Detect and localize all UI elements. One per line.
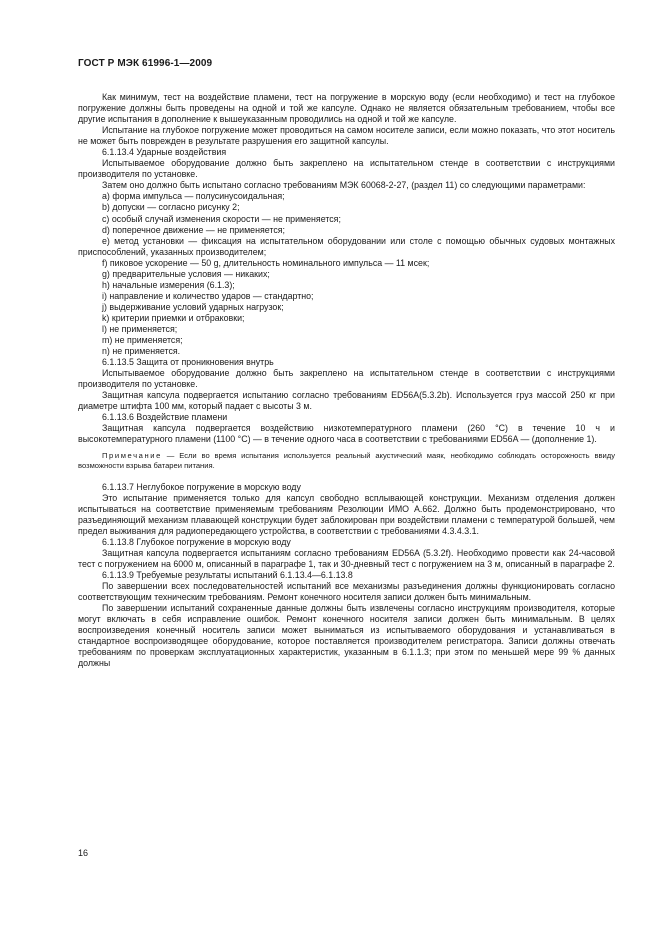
list-item: c) особый случай изменения скорости — не применяется; (102, 213, 341, 224)
note-text: — Если во время испытания используется реальный акустический маяк, необходимо соблюдать осторожность ввиду возможности взрыва батареи питания. (78, 450, 615, 470)
document-header: ГОСТ Р МЭК 61996-1—2009 (78, 58, 213, 69)
list-item: b) допуски — согласно рисунку 2; (102, 202, 240, 213)
list-item: f) пиковое ускорение — 50 g, длительность номинального импульса — 11 мсек; (102, 257, 430, 268)
paragraph: Защитная капсула подвергается испытанию согласно требованиям ED56A(5.3.2b). Используется груз массой 250 кг при диаметре штифта 100 мм, который падает с высоты 3 м. (78, 390, 615, 412)
section-heading: 6.1.13.7 Неглубокое погружение в морскую воду (102, 481, 301, 492)
section-heading: 6.1.13.5 Защита от проникновения внутрь (102, 357, 274, 368)
list-item: l) не применяется; (102, 323, 178, 334)
note (78, 451, 615, 471)
section-heading: 6.1.13.6 Воздействие пламени (102, 412, 228, 423)
document-page (78, 58, 615, 669)
paragraph: По завершении всех последовательностей испытаний все механизмы разъединения должны функционировать согласно соответствующим техническим требованиям. Ремонт конечного носителя записи должен быть минимальным. (78, 580, 615, 602)
list-item: e) метод установки — фиксация на испытательном оборудовании или столе с помощью обычных судовых монтажных приспособлений, указанных производителем; (78, 235, 615, 257)
paragraph: Затем оно должно быть испытано согласно требованиям МЭК 60068-2-27, (раздел 11) со следующими параметрами: (102, 180, 586, 191)
document-body (78, 92, 615, 669)
list-item: g) предварительные условия — никаких; (102, 268, 270, 279)
paragraph: Испытываемое оборудование должно быть закреплено на испытательном стенде в соответствии с инструкциями производителя по установке. (78, 368, 615, 390)
section-heading: 6.1.13.4 Ударные воздействия (102, 147, 227, 158)
list-item: m) не применяется; (102, 335, 183, 346)
list-item: k) критерии приемки и отбраковки; (102, 312, 245, 323)
paragraph: Защитная капсула подвергается воздействию низкотемпературного пламени (260 °C) в течение 10 ч и высокотемпературного пламени (1100 °C) — в течение одного часа в соответствии с требованиями ED56A — (дополнение 1). (78, 423, 615, 445)
list-item: j) выдерживание условий ударных нагрузок; (102, 301, 284, 312)
paragraph: Это испытание применяется только для капсул свободно всплывающей конструкции. Механизм отделения должен испытываться на соответствие применяемым требованиям Резолюции ИМО А.662. Должно быть продемонстрировано, что разъединяющий механизм плавающей конструкции будет заблокирован при воздействии пламени с температурой большей, чем предел выживания для радиопередающего устройства, в соответствии с требованиями 4.3.4.3.1. (78, 492, 615, 536)
list-item: a) форма импульса — полусинусоидальная; (102, 191, 285, 202)
list-item: d) поперечное движение — не применяется; (102, 224, 286, 235)
paragraph: Испытание на глубокое погружение может проводиться на самом носителе записи, если можно показать, что этот носитель не может быть поврежден в результате разрушения его защитной капсулы. (78, 125, 615, 147)
list-item: h) начальные измерения (6.1.3); (102, 279, 235, 290)
paragraph: По завершении испытаний сохраненные данные должны быть извлечены согласно инструкциям производителя, которые могут включать в себя исправление ошибок. Ремонт конечного носителя записи должен быть минимальным. В целях воспроизведения конечный носитель записи может выниматься из испытываемого оборудования и устанавливаться в стандартное воспроизводящее оборудование, которое поставляется производителем регистратора. Записи должны отвечать требованиям по проверкам эксплуатационных характеристик, указанным в 6.1.1.3; при этом по меньшей мере 99 % данных должны (78, 603, 615, 669)
section-heading: 6.1.13.8 Глубокое погружение в морскую воду (102, 536, 291, 547)
list-item: n) не применяется. (102, 346, 181, 357)
note-label: Примечание (102, 450, 162, 460)
section-heading: 6.1.13.9 Требуемые результаты испытаний 6.1.13.4—6.1.13.8 (102, 569, 353, 580)
paragraph: Как минимум, тест на воздействие пламени, тест на погружение в морскую воду (если необходимо) и тест на глубокое погружение должны быть проведены на одной и той же капсуле. Однако не является обязательным требованием, чтобы все другие испытания в дополнение к вышеуказанным проводились на одной и той же капсуле. (78, 92, 615, 125)
paragraph: Защитная капсула подвергается испытаниям согласно требованиям ED56A (5.3.2f). Необходимо провести как 24-часовой тест с погружением на 6000 м, описанный в параграфе 1, так и 30-дневный тест с погружением на 3 м, описанный в параграфе 2. (78, 547, 615, 569)
list-item: i) направление и количество ударов — стандартно; (102, 290, 314, 301)
paragraph: Испытываемое оборудование должно быть закреплено на испытательном стенде в соответствии с инструкциями производителя по установке. (78, 158, 615, 180)
page-number: 16 (78, 848, 89, 858)
